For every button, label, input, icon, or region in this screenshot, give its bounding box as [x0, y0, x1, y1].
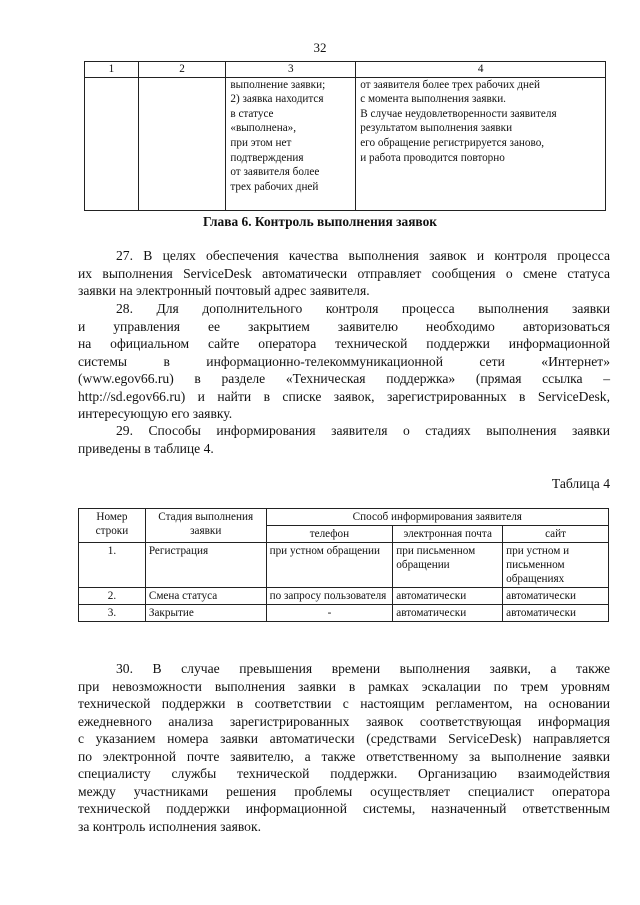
cell-line: В случае неудовлетворенности заявителя [360, 107, 557, 120]
stage-cell: Регистрация [145, 543, 266, 588]
table-row [79, 588, 609, 605]
site-cell: при устном и письменном обращениях [503, 543, 609, 588]
col-number: 1 [85, 62, 139, 78]
empty-cell [138, 77, 226, 210]
text-line: за контроль исполнения заявок. [78, 818, 261, 834]
paragraph-28 [78, 300, 610, 423]
header-stage: Стадия выполнения заявки [145, 509, 266, 543]
cell-line: его обращение регистрируется заново, [360, 136, 545, 149]
column-number-row [85, 62, 606, 78]
cell-line: от заявителя более [230, 166, 320, 179]
site-cell: автоматически [503, 605, 609, 622]
header-email: электронная почта [393, 526, 503, 543]
text-line: 29. Способы информирования заявителя о стадиях выполнения заявки [116, 423, 610, 438]
text-line: технической поддержки в соответствии с настоящим регламентом, на основании [78, 696, 610, 711]
cell-line: и работа проводится повторно [360, 151, 505, 164]
text-line: с указанием номера заявки автоматически (средствами ServiceDesk) направляется [78, 731, 610, 746]
text-line: заявки на электронный почтовый адрес заявителя. [78, 283, 370, 298]
text-line: их выполнения ServiceDesk автоматически отправляет сообщения о смене статуса [78, 265, 610, 281]
text-line: ежедневного анализа зарегистрированных заявок соответствующая информация [78, 713, 610, 729]
table-row [85, 77, 606, 210]
text-line: 28. Для дополнительного контроля процесса выполнения заявки [116, 301, 610, 316]
cell-line: трех рабочих дней [230, 180, 319, 193]
text-line: http://sd.egov66.ru) и найти в списке заявок, зарегистрированных в ServiceDesk, [78, 388, 610, 404]
text-line: 30. В случае превышения времени выполнения заявки, а также [116, 661, 610, 676]
header-row-number: Номер строки [79, 509, 146, 543]
email-cell: автоматически [393, 588, 503, 605]
cell-line: выполнение заявки; [230, 78, 326, 91]
col-number: 3 [226, 62, 356, 78]
table-row [79, 543, 609, 588]
table-header-row [79, 509, 609, 526]
paragraph-29 [78, 422, 610, 457]
phone-cell: - [266, 605, 393, 622]
cell-line: «выполнена», [230, 122, 297, 135]
row-number: 2. [79, 588, 146, 605]
table-row [79, 605, 609, 622]
stage-cell: Смена статуса [145, 588, 266, 605]
text-line: по электронной почте заявителю, а также ответственному за выполнение заявки [78, 748, 610, 764]
header-phone: телефон [266, 526, 393, 543]
email-cell: при письменном обращении [393, 543, 503, 588]
cell-line: при этом нет [230, 136, 292, 149]
header-site: сайт [503, 526, 609, 543]
cell-line: от заявителя более трех рабочих дней [360, 78, 540, 91]
paragraph-30 [78, 660, 610, 835]
text-line: между участниками решения проблемы осуществляет специалист оператора [78, 783, 610, 799]
text-line: интересующую его заявку. [78, 406, 233, 421]
cell-line: 2) заявка находится [230, 93, 324, 106]
text-line: (www.egov66.ru) в разделе «Техническая поддержка» (прямая ссылка – [78, 371, 610, 386]
site-cell: автоматически [503, 588, 609, 605]
header-method: Способ информирования заявителя [266, 509, 608, 526]
col-number: 2 [138, 62, 226, 78]
informing-methods-table [78, 508, 609, 622]
cell-line: подтверждения [230, 151, 304, 164]
col-number: 4 [356, 62, 606, 78]
page-number: 32 [313, 40, 327, 55]
phone-cell: по запросу пользователя [266, 588, 393, 605]
continued-table [84, 61, 606, 211]
text-line: на официальном сайте оператора технической поддержки информационной [78, 336, 610, 351]
row-number: 3. [79, 605, 146, 622]
row-number: 1. [79, 543, 146, 588]
text-line: при невозможности выполнения заявки в рамках эскалации по трем уровням [78, 678, 610, 694]
email-cell: автоматически [393, 605, 503, 622]
cell-line: с момента выполнения заявки. [360, 93, 506, 106]
stage-cell: Закрытие [145, 605, 266, 622]
condition-cell [226, 77, 356, 210]
chapter-title: Глава 6. Контроль выполнения заявок [203, 214, 437, 229]
text-line: системы в информационно-телекоммуникационной сети «Интернет» [78, 353, 610, 369]
text-line: специалисту службы технической поддержки. Организацию взаимодействия [78, 766, 610, 781]
text-line: 27. В целях обеспечения качества выполнения заявок и контроля процесса [116, 248, 610, 263]
cell-line: результатом выполнения заявки [360, 122, 513, 135]
text-line: приведены в таблице 4. [78, 440, 214, 456]
empty-cell [85, 77, 139, 210]
phone-cell: при устном обращении [266, 543, 393, 588]
text-line: технической поддержки информационной системы, назначенный ответственным [78, 801, 610, 816]
text-line: и управления ее закрытием заявителю необходимо авторизоваться [78, 318, 610, 334]
table-caption: Таблица 4 [551, 476, 610, 491]
paragraph-27 [78, 247, 610, 300]
action-cell [356, 77, 606, 210]
cell-line: в статусе [230, 107, 274, 120]
